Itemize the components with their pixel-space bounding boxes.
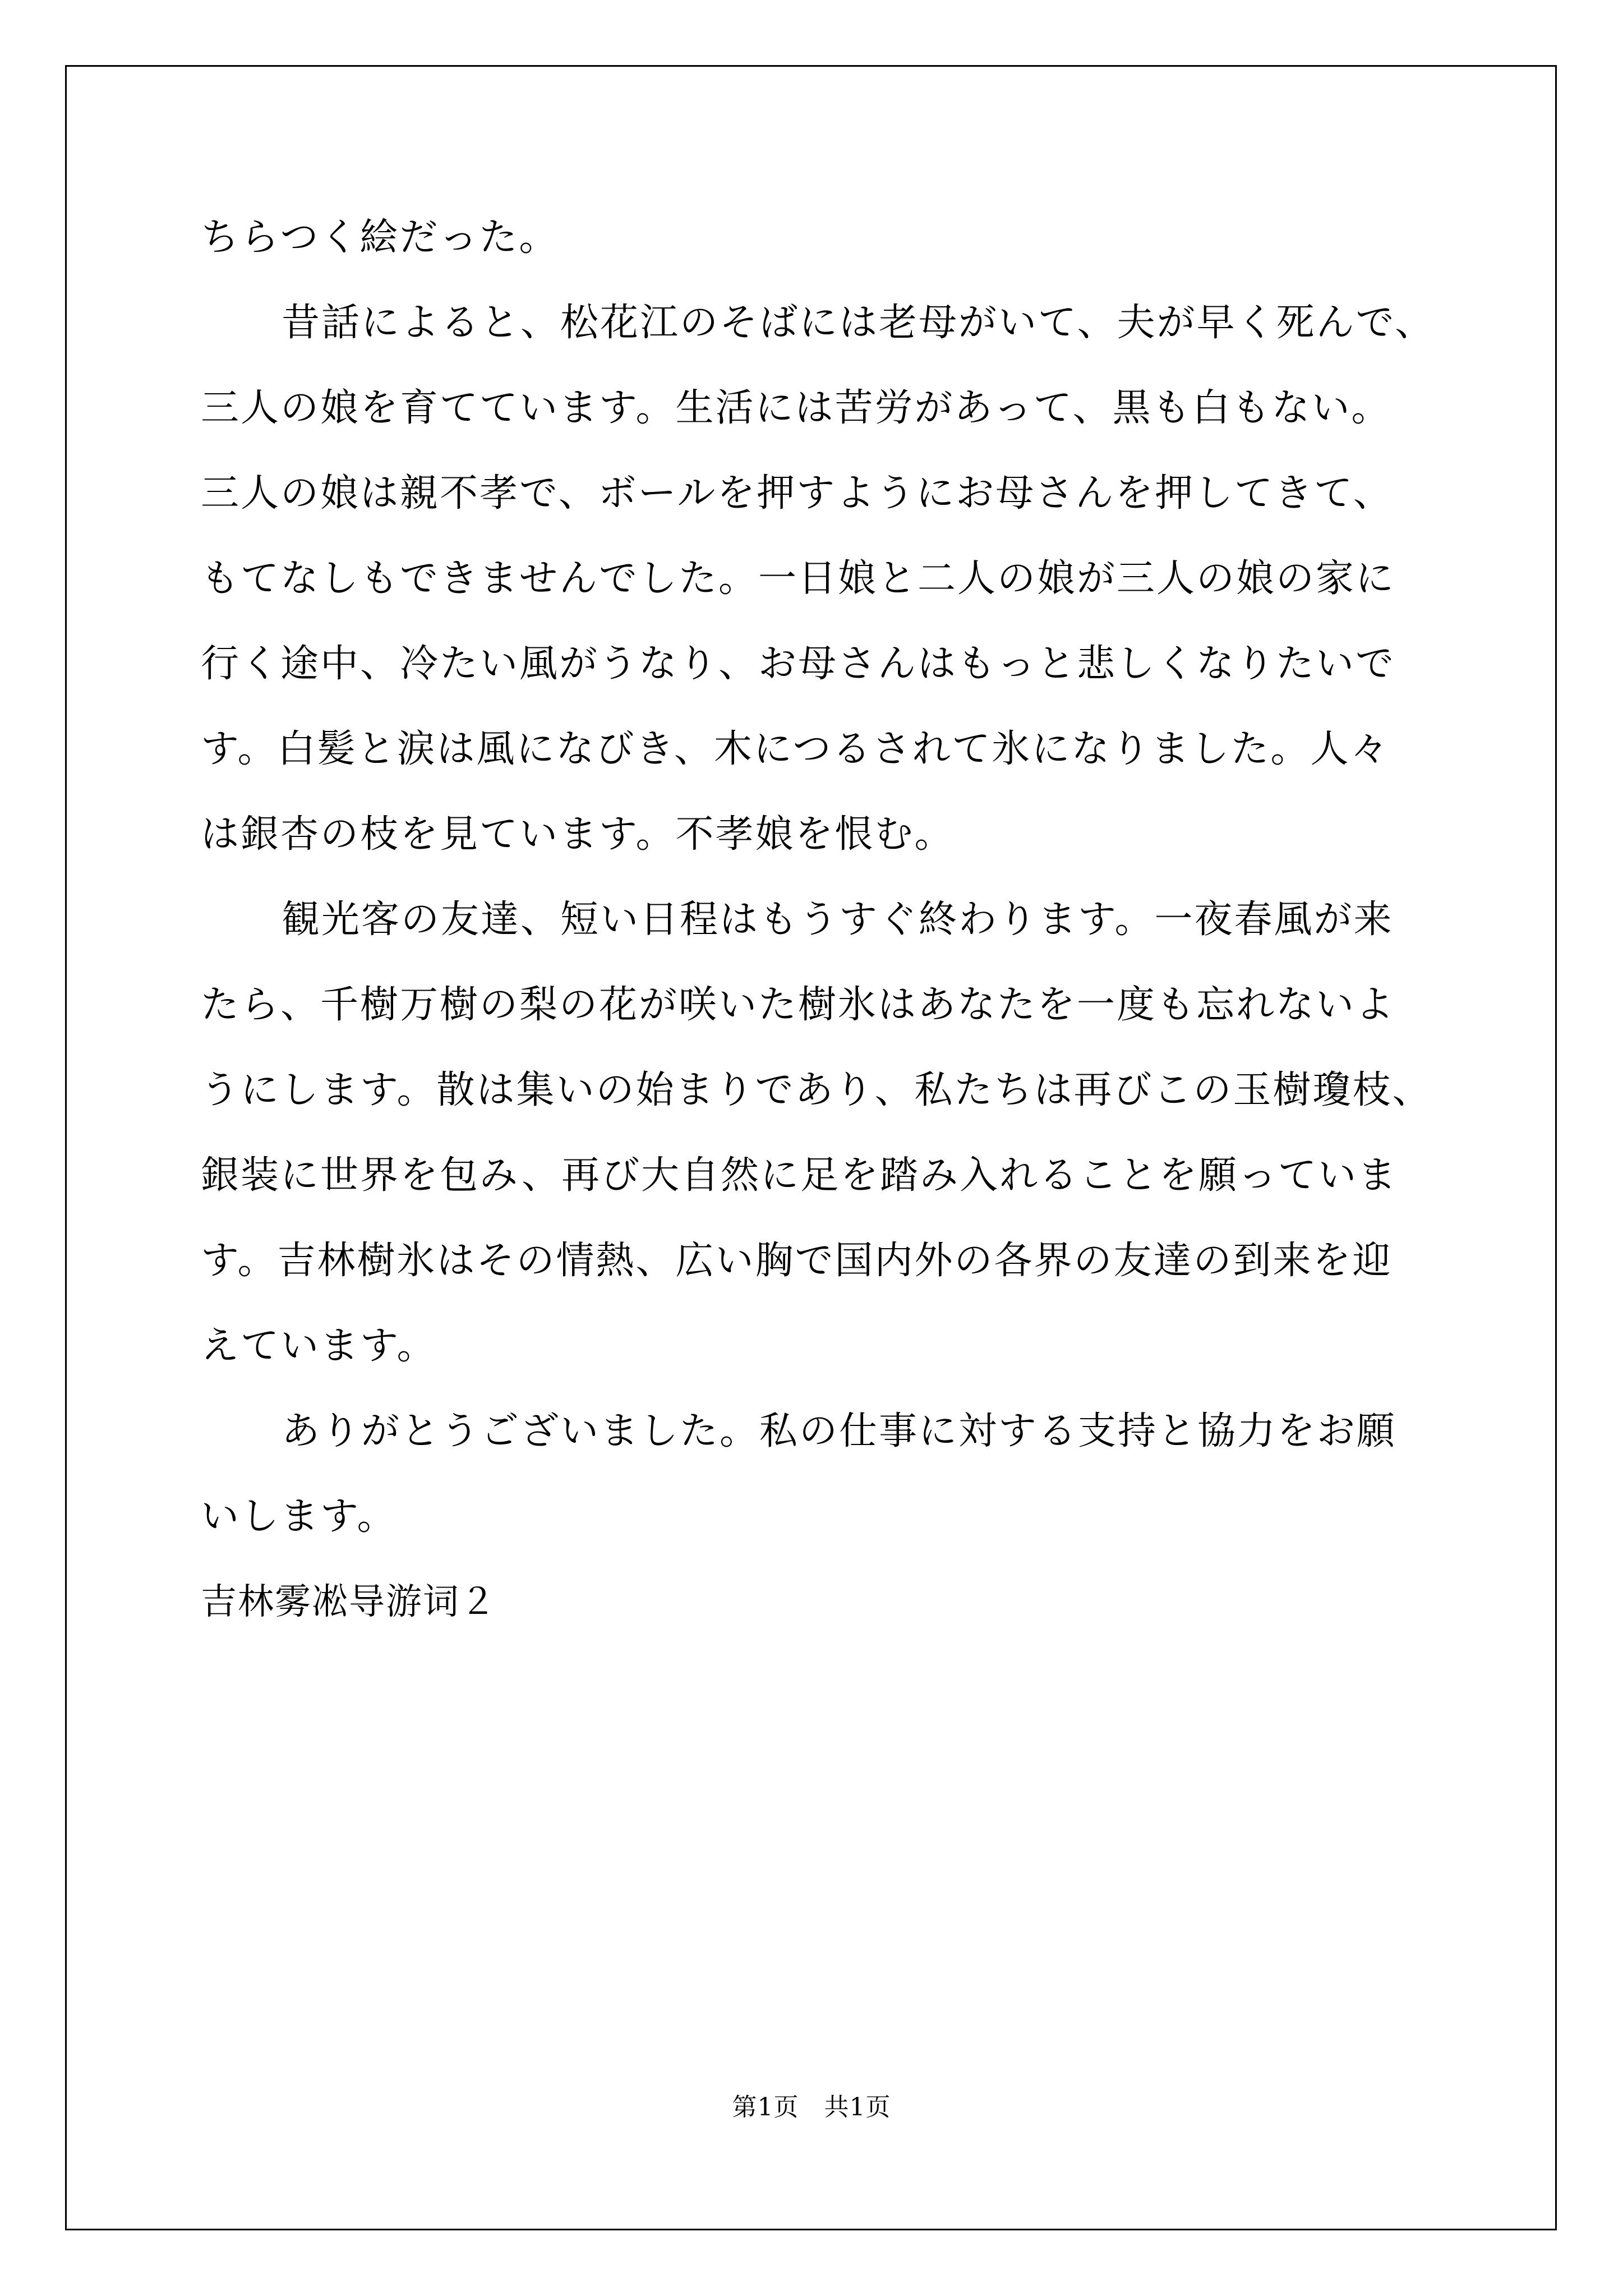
- text-line: もてなしもできませんでした。一日娘と二人の娘が三人の娘の家に: [201, 556, 1396, 601]
- paragraph-start-line: 昔話によると、松花江のそばには老母がいて、夫が早く死んで、: [282, 301, 1435, 345]
- text-line: 三人の娘は親不孝で、ボールを押すようにお母さんを押してきて、: [201, 471, 1393, 516]
- document-body: [201, 209, 1446, 1658]
- text-line: は銀杏の枝を見ています。不孝娘を恨む。: [201, 812, 955, 857]
- page-number-footer: 第1页 共1页: [732, 2093, 891, 2122]
- section-heading: 吉林雾凇导游词２: [201, 1581, 497, 1623]
- text-line: 銀装に世界を包み、再び大自然に足を踏み入れることを願っていま: [201, 1153, 1398, 1198]
- text-line: ちらつく絵だった。: [201, 215, 559, 260]
- paragraph-start-line: 観光客の友達、短い日程はもうすぐ終わります。一夜春風が来: [282, 898, 1394, 942]
- text-line: えています。: [201, 1324, 437, 1368]
- text-line: す。吉林樹氷はその情熱、広い胸で国内外の各界の友達の到来を迎: [201, 1239, 1393, 1283]
- text-line: 三人の娘を育てています。生活には苦労があって、黒も白もない。: [201, 386, 1391, 430]
- text-line: うにします。散は集いの始まりであり、私たちは再びこの玉樹瓊枝、: [201, 1068, 1432, 1112]
- text-line: す。白髪と涙は風になびき、木につるされて氷になりました。人々: [201, 727, 1390, 771]
- paragraph-start-line: ありがとうございました。私の仕事に対する支持と協力をお願: [282, 1409, 1397, 1453]
- text-line: たら、千樹万樹の梨の花が咲いた樹氷はあなたを一度も忘れないよ: [201, 983, 1396, 1027]
- text-line: いします。: [201, 1494, 397, 1539]
- text-line: 行く途中、冷たい風がうなり、お母さんはもっと悲しくなりたいで: [201, 642, 1396, 686]
